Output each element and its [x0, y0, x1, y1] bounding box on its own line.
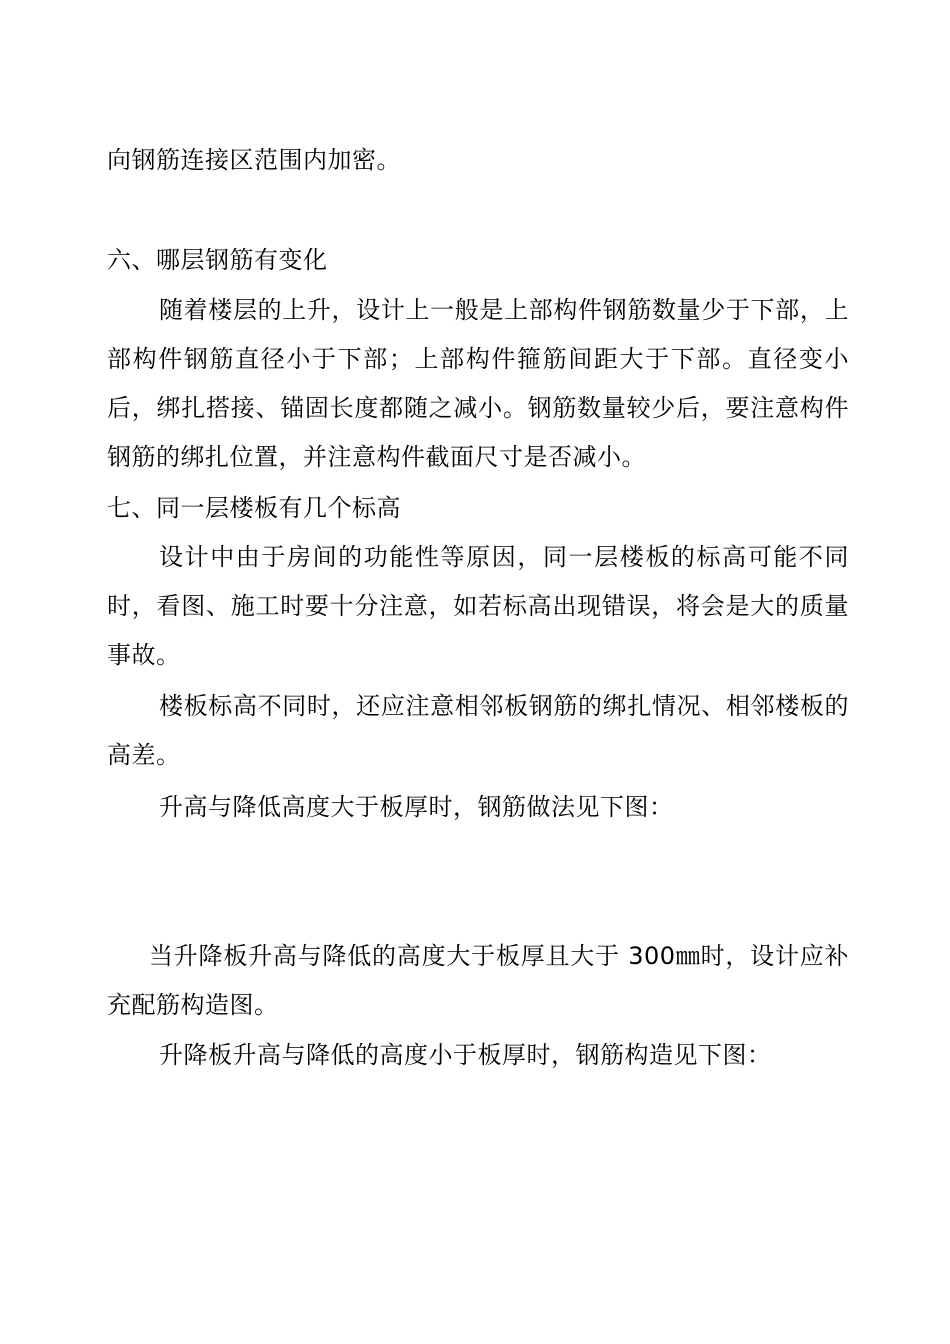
paragraph-higher-than-thickness: 升高与降低高度大于板厚时，钢筋做法见下图： — [159, 793, 674, 821]
section-heading-7: 七、同一层楼板有几个标高 — [107, 494, 401, 522]
paragraph-lower-than-thickness: 升降板升高与降低的高度小于板厚时，钢筋构造见下图： — [159, 1041, 772, 1069]
paragraph-adjacent-slab: 楼板标高不同时，还应注意相邻板钢筋的绑扎情况、相邻楼板的高差。 — [107, 692, 849, 769]
paragraph-over-300mm: 当升降板升高与降低的高度大于板厚且大于 300㎜时，设计应补充配筋构造图。 — [107, 942, 849, 1019]
paragraph-floor-rebar-change: 随着楼层的上升，设计上一般是上部构件钢筋数量少于下部，上部构件钢筋直径小于下部；上部构件箍筋间距大于下部。直径变小后，绑扎搭接、锚固长度都随之减小。钢筋数量较少后，要注意构件钢筋的绑扎位置，并注意构件截面尺寸是否减小。 — [107, 296, 849, 471]
paragraph-continuation: 向钢筋连接区范围内加密。 — [107, 146, 401, 174]
paragraph-slab-elevation: 设计中由于房间的功能性等原因，同一层楼板的标高可能不同时，看图、施工时要十分注意，如若标高出现错误，将会是大的质量事故。 — [107, 543, 849, 669]
section-heading-6: 六、哪层钢筋有变化 — [107, 246, 328, 274]
